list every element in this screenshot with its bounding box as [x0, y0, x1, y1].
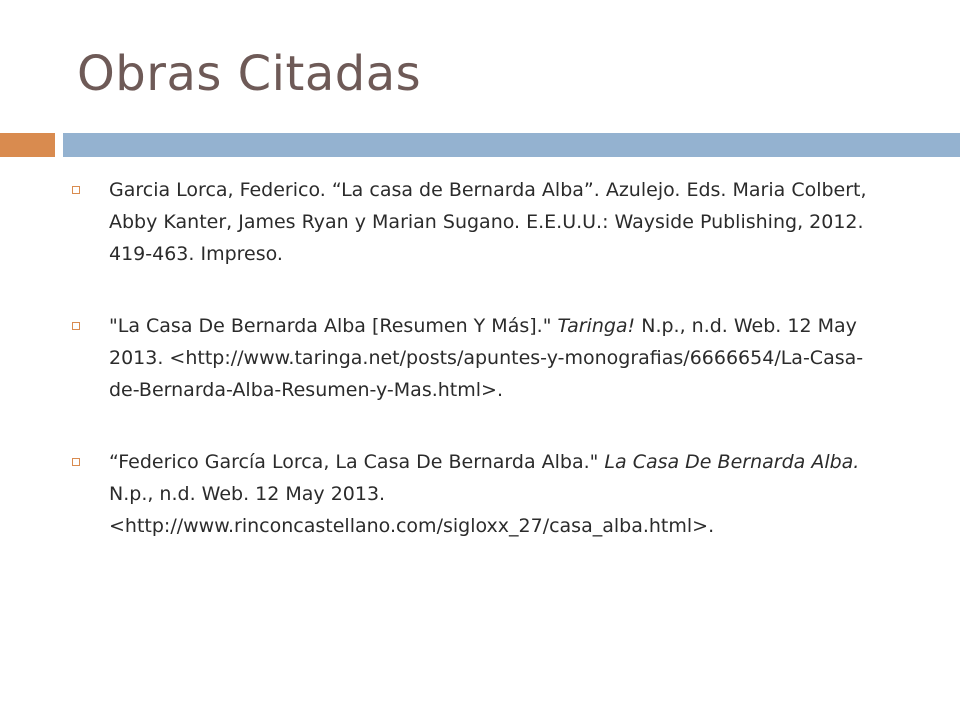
citation-item: [72, 310, 887, 406]
citation-item: [72, 174, 887, 270]
citation-line: <http://www.rinconcastellano.com/sigloxx_27/casa_alba.html>.: [109, 515, 715, 537]
citation-line: Garcia Lorca, Federico. “La casa de Bernarda Alba”. Azulejo. Eds. Maria Colbert,: [109, 179, 867, 201]
accent-bar-blue: [63, 133, 960, 157]
citation-list: [72, 174, 887, 582]
citation-text: N.p., n.d. Web. 12 May: [635, 315, 857, 337]
square-bullet-icon: [72, 322, 80, 330]
citation-line: N.p., n.d. Web. 12 May 2013.: [109, 483, 386, 505]
citation-source-italic: Taringa!: [557, 315, 636, 337]
citation-line: de-Bernarda-Alba-Resumen-y-Mas.html>.: [109, 379, 503, 401]
accent-bar-orange: [0, 133, 55, 157]
citation-line: [109, 446, 887, 478]
square-bullet-icon: [72, 458, 80, 466]
citation-text: “Federico García Lorca, La Casa De Bernarda Alba.": [109, 451, 605, 473]
citation-line: [109, 310, 887, 342]
citation-line: 2013. <http://www.taringa.net/posts/apuntes-y-monografias/6666654/La-Casa-: [109, 347, 864, 369]
square-bullet-icon: [72, 186, 80, 194]
citation-line: Abby Kanter, James Ryan y Marian Sugano. E.E.U.U.: Wayside Publishing, 2012.: [109, 211, 864, 233]
citation-source-italic: La Casa De Bernarda Alba.: [604, 451, 860, 473]
citation-text: "La Casa De Bernarda Alba [Resumen Y Más].": [109, 315, 558, 337]
page-title: Obras Citadas: [77, 46, 422, 102]
citation-item: [72, 446, 887, 542]
citation-line: 419-463. Impreso.: [109, 243, 283, 265]
